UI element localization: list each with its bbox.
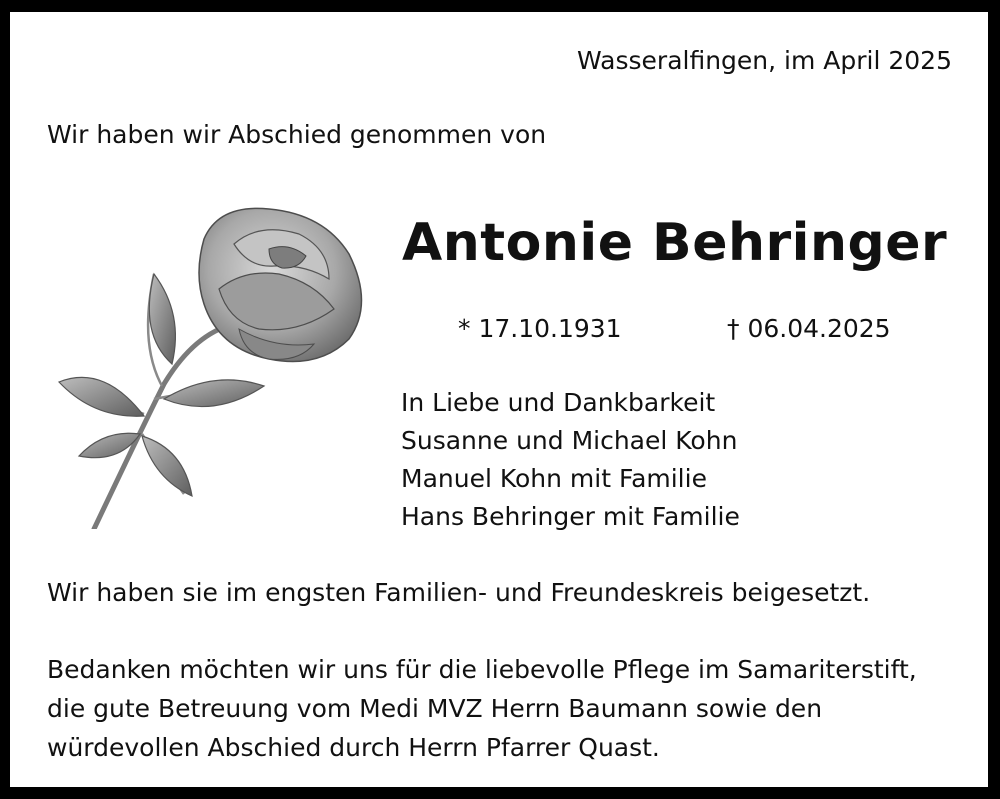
intro-text: Wir haben wir Abschied genommen von: [47, 120, 547, 149]
death-date: † 06.04.2025: [727, 314, 891, 343]
mourners-list: [401, 384, 740, 536]
obituary-notice: [10, 12, 988, 787]
thanks-line: die gute Betreuung vom Medi MVZ Herrn Baumann sowie den: [47, 694, 823, 723]
thanks-paragraph: [47, 650, 917, 767]
mourner-line: Manuel Kohn mit Familie: [401, 464, 707, 493]
burial-note: Wir haben sie im engsten Familien- und Freundeskreis beigesetzt.: [47, 578, 871, 607]
birth-date: * 17.10.1931: [458, 314, 622, 343]
mourner-line: In Liebe und Dankbarkeit: [401, 388, 716, 417]
mourner-line: Hans Behringer mit Familie: [401, 502, 740, 531]
place-date: Wasseralfingen, im April 2025: [577, 46, 952, 75]
deceased-name: Antonie Behringer: [402, 213, 948, 273]
rose-icon: [44, 194, 374, 529]
mourner-line: Susanne und Michael Kohn: [401, 426, 738, 455]
thanks-line: würdevollen Abschied durch Herrn Pfarrer Quast.: [47, 733, 660, 762]
thanks-line: Bedanken möchten wir uns für die liebevolle Pflege im Samariterstift,: [47, 655, 917, 684]
